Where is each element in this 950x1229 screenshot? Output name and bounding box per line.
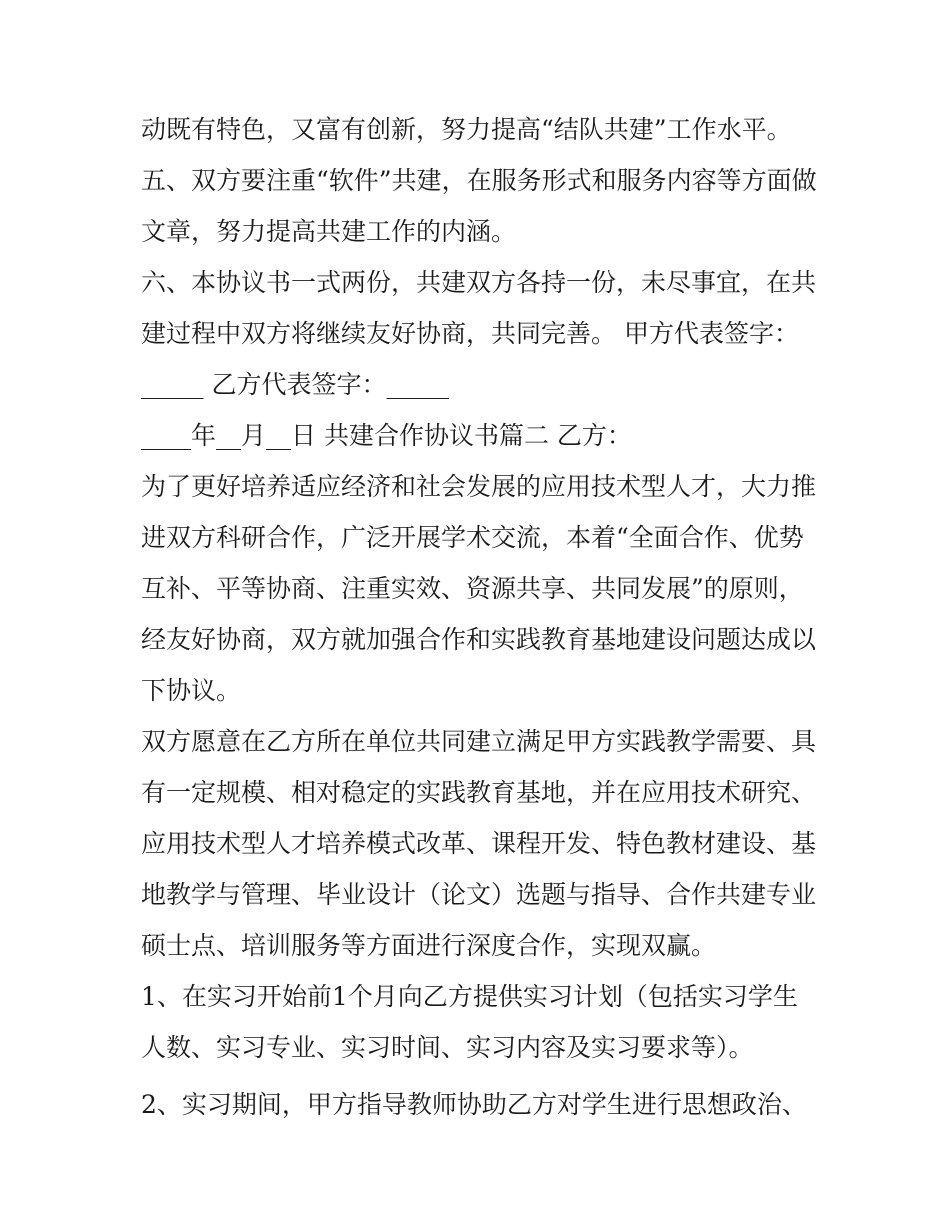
text-line: 地教学与管理、毕业设计（论文）选题与指导、合作共建专业 bbox=[141, 880, 817, 909]
text-line: 双方愿意在乙方所在单位共同建立满足甲方实践教学需要、具 bbox=[141, 727, 817, 756]
text-line: 互补、平等协商、注重实效、资源共享、共同发展”的原则， bbox=[141, 574, 804, 603]
text-line: 建过程中双方将继续友好协商，共同完善。 甲方代表签字： bbox=[141, 319, 799, 348]
text-line: 经友好协商，双方就加强合作和实践教育基地建设问题达成以 bbox=[141, 625, 817, 654]
text-line: 文章，努力提高共建工作的内涵。 bbox=[141, 217, 517, 246]
text-line: 进双方科研合作，广泛开展学术交流，本着“全面合作、优势 bbox=[141, 523, 804, 552]
text-line: 应用技术型人才培养模式改革、课程开发、特色教材建设、基 bbox=[141, 829, 817, 858]
list-item-1: 1、在实习开始前1个月向乙方提供实习计划（包括实习学生 bbox=[141, 982, 798, 1011]
text-line: 有一定规模、相对稳定的实践教育基地，并在应用技术研究、 bbox=[141, 778, 817, 807]
text-line: 五、双方要注重“软件”共建，在服务形式和服务内容等方面做 bbox=[141, 166, 817, 195]
text-line: 下协议。 bbox=[141, 676, 242, 705]
date-heading-line: ____年__月__日 共建合作协议书篇二 乙方： bbox=[141, 421, 632, 450]
list-item-2: 2、实习期间，甲方指导教师协助乙方对学生进行思想政治、 bbox=[141, 1090, 807, 1119]
text-line: 六、本协议书一式两份，共建双方各持一份，未尽事宜，在共 bbox=[141, 268, 817, 297]
signature-line: _____ 乙方代表签字：_____ bbox=[141, 370, 449, 399]
document-body bbox=[141, 104, 821, 1130]
text-line: 动既有特色，又富有创新，努力提高“结队共建”工作水平。 bbox=[141, 115, 792, 144]
text-line: 为了更好培养适应经济和社会发展的应用技术型人才，大力推 bbox=[141, 472, 817, 501]
text-line: 硕士点、培训服务等方面进行深度合作，实现双赢。 bbox=[141, 931, 717, 960]
text-line: 人数、实习专业、实习时间、实习内容及实习要求等）。 bbox=[141, 1033, 754, 1062]
